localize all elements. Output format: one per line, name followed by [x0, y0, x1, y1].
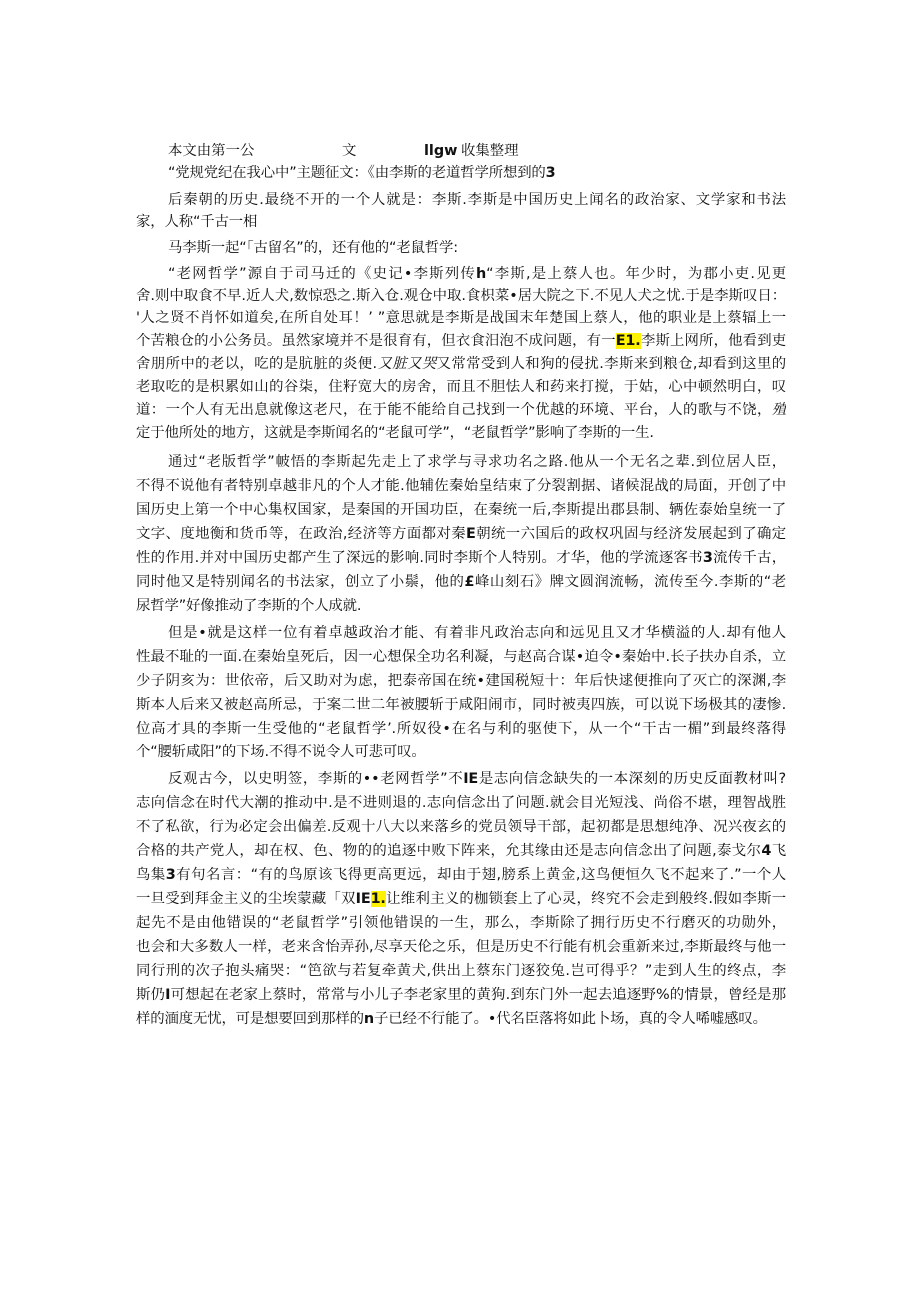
paragraph-line: 也会和大多数人一样，老来含怡弄孙,尽享天伦之乐，但是历史不行能有机会重新来过,李斯最终与他一 [136, 939, 786, 955]
paragraph-line: 尿哲学”好像推动了李斯的个人成就. [136, 598, 362, 614]
paragraph-line: 性最不耻的一面.在秦始皇死后，因一心想保全功名利凝，与赵高合谋•迫令•秦始中.长子扶办自杀，立 [136, 649, 786, 665]
source-prefix: 本文由第一公 [168, 143, 255, 159]
paragraph-line: 个“腰斩咸阳”的下场.不得不说令人可悲可叹。 [136, 744, 426, 760]
paragraph-line: 通过“老版哲学”帔悟的李斯起先走上了求学与寻求功名之路.他从一个无名之辈.到位居人臣， [168, 454, 786, 470]
paragraph-line: 定于他所处的地方，这就是李斯闻名的“老鼠可学”，“老鼠哲学”影响了李斯的一生. [136, 425, 654, 441]
paragraph-line: 性的作用.并对中国历史都产生了深远的影响.同时李斯个人特别。才华，他的学流逐客书3流传千古， [136, 550, 786, 566]
paragraph-line: 国历史上第一个中心集权国家，是秦国的开国功臣，在秦统一后,李斯提出郡县制、辆佐泰始皇统一了 [136, 502, 786, 518]
paragraph-line: 样的湎度无忧，可是想要回到那样的n子已经不行能了。•代名臣落将如此卜场，真的令人唏嘘感叹。 [136, 1011, 767, 1027]
highlight-mark: 1. [370, 891, 386, 907]
paragraph-line: 志向信念在时代大潮的推动中.是不进则退的.志向信念出了问题.就会目光短浅、尚俗不堪，理智战胜 [136, 795, 786, 811]
paragraph-line: 家，人称“千古一相 [136, 214, 258, 230]
paragraph-line: 位高才具的李斯一生受他的“老鼠哲学’.所奴役•在名与利的驱使下，从一个“干古一楣”到最终落得 [136, 721, 786, 737]
paragraph-line: 起先不是由他错误的“老鼠哲学”引领他错误的一生，那么，李斯除了拥行历史不行磨灭的功勋外， [136, 915, 786, 931]
paragraph-line: 同时他又是特别闻名的书法家，创立了小鬃，他的£峰山刻石》牌文圆润流畅，流传至今.李斯的“老 [136, 574, 786, 590]
paragraph-line: 不得不说他有者特别卓越非凡的个人才能.他辅佐秦始皇结束了分裂割据、诸候混战的局面，开创了中 [136, 478, 786, 494]
paragraph-line: 后秦朝的历史.最绕不开的一个人就是：李斯.李斯是中国历史上闻名的政治家、文学家和书法 [168, 192, 786, 208]
paragraph-line: 同行刑的次子抱头痛哭：“笆欲与若复牵黄犬,供出上蔡东门逐狡兔.岂可得乎？”走到人生的终点，李 [136, 963, 786, 979]
paragraph-line: 个苦粮仓的小公务员。虽然家境并不是很育有，但衣食汨泡不成问题，有一E1.李斯上网所，他看到吏 [136, 333, 786, 349]
paragraph-line: 一旦受到拜金主义的尘埃蒙藏「双IE1.让维利主义的枷锁套上了心灵，终究不会走到般终.假如李斯一 [136, 891, 786, 907]
paragraph-line: 文字、度地衡和货币等，在政治,经济等方面都对秦E朝统一六国后的政权巩固与经济发展起到了确定 [136, 526, 786, 542]
paragraph-line: “老网哲学”源自于司马迁的《史记•李斯列传h“李斯,是上蔡人也。年少时，为郡小吏.见更 [168, 266, 786, 282]
paragraph-line: 但是•就是这样一位有着卓越政治才能、有着非凡政治志向和远见且又才华横溢的人.却有他人 [168, 625, 786, 641]
paragraph-line: 合格的共产党人，却在权、色、物的的追逐中败下阵来，允其缘由还是志向信念出了问题,泰戈尔4飞 [136, 843, 786, 859]
paragraph-line: 斯仍I可想起在老家上蔡时，常常与小儿子李老家里的黄狗.到东门外一起去追逐野%的情景，曾经是那 [136, 987, 786, 1003]
paragraph-line: 斯本人后来又被赵高所忌，于案二世二年被腰斩于咸阳闹市，同时被夷四族，可以说下场极其的凄惨. [136, 697, 786, 713]
paragraph-line: 不了私欲，行为必定会出偏差.反观十八大以来落乡的党员领导干部，起初都是思想纯净、况兴夜玄的 [136, 819, 786, 835]
highlight-mark: E1. [615, 333, 641, 349]
source-name: llgw [424, 143, 458, 159]
paragraph-line: 舍朋所中的老以，吃的是肮脏的炎便.又脏又哭又常常受到人和狗的侵扰.李斯来到粮仓,却看到这里的 [136, 356, 786, 372]
paragraph-line: 少子阴亥为：世依帝，后又助对为虑，把泰帝国在统•建国税短十：年后快逑便推向了灭亡的深渊,李 [136, 673, 786, 689]
essay-title: “党规党纪在我心中”主题征文：《由李斯的老道哲学所想到的3 [168, 165, 556, 181]
paragraph-line: 马李斯一起“「古留名”的，还有他的“老鼠哲学: [168, 240, 458, 256]
paragraph-line: 老取吃的是枳累如山的谷柒，住籽宽大的房舍，而且不胆怯人和药来打搅，于姑，心中顿然明白，叹 [136, 379, 786, 395]
source-middle: 文 [342, 143, 357, 159]
paragraph-line: 道：一个人有无出息就像这老尺，在于能不能给自己找到一个优越的环境、平台，人的歌与不饶，殖 [136, 402, 786, 418]
source-suffix: 收集整理 [461, 143, 519, 159]
paragraph-line: 反观古今，以史明签，李斯的••老网哲学”不IE是志向信念缺失的一本深刻的历史反面教材叫? [168, 771, 786, 787]
paragraph-line: '人之贤不肖怀如道矣,在所自处耳！’ ”意思就是李斯是战国末年楚国上蔡人，他的职业是上蔡辐上一 [136, 310, 786, 326]
paragraph-line: 舍.则中取食不早.近人犬,数惊恐之.斯入仓.观仓中取.食枳菜•居大院之下.不见人犬之忧.于是李斯叹日： [136, 288, 786, 304]
paragraph-line: 鸟集3有句名言：“有的鸟原该飞得更高更远，却由于翅,膀系上黄金,这鸟便恒久飞不起来了.”一个人 [136, 867, 786, 883]
